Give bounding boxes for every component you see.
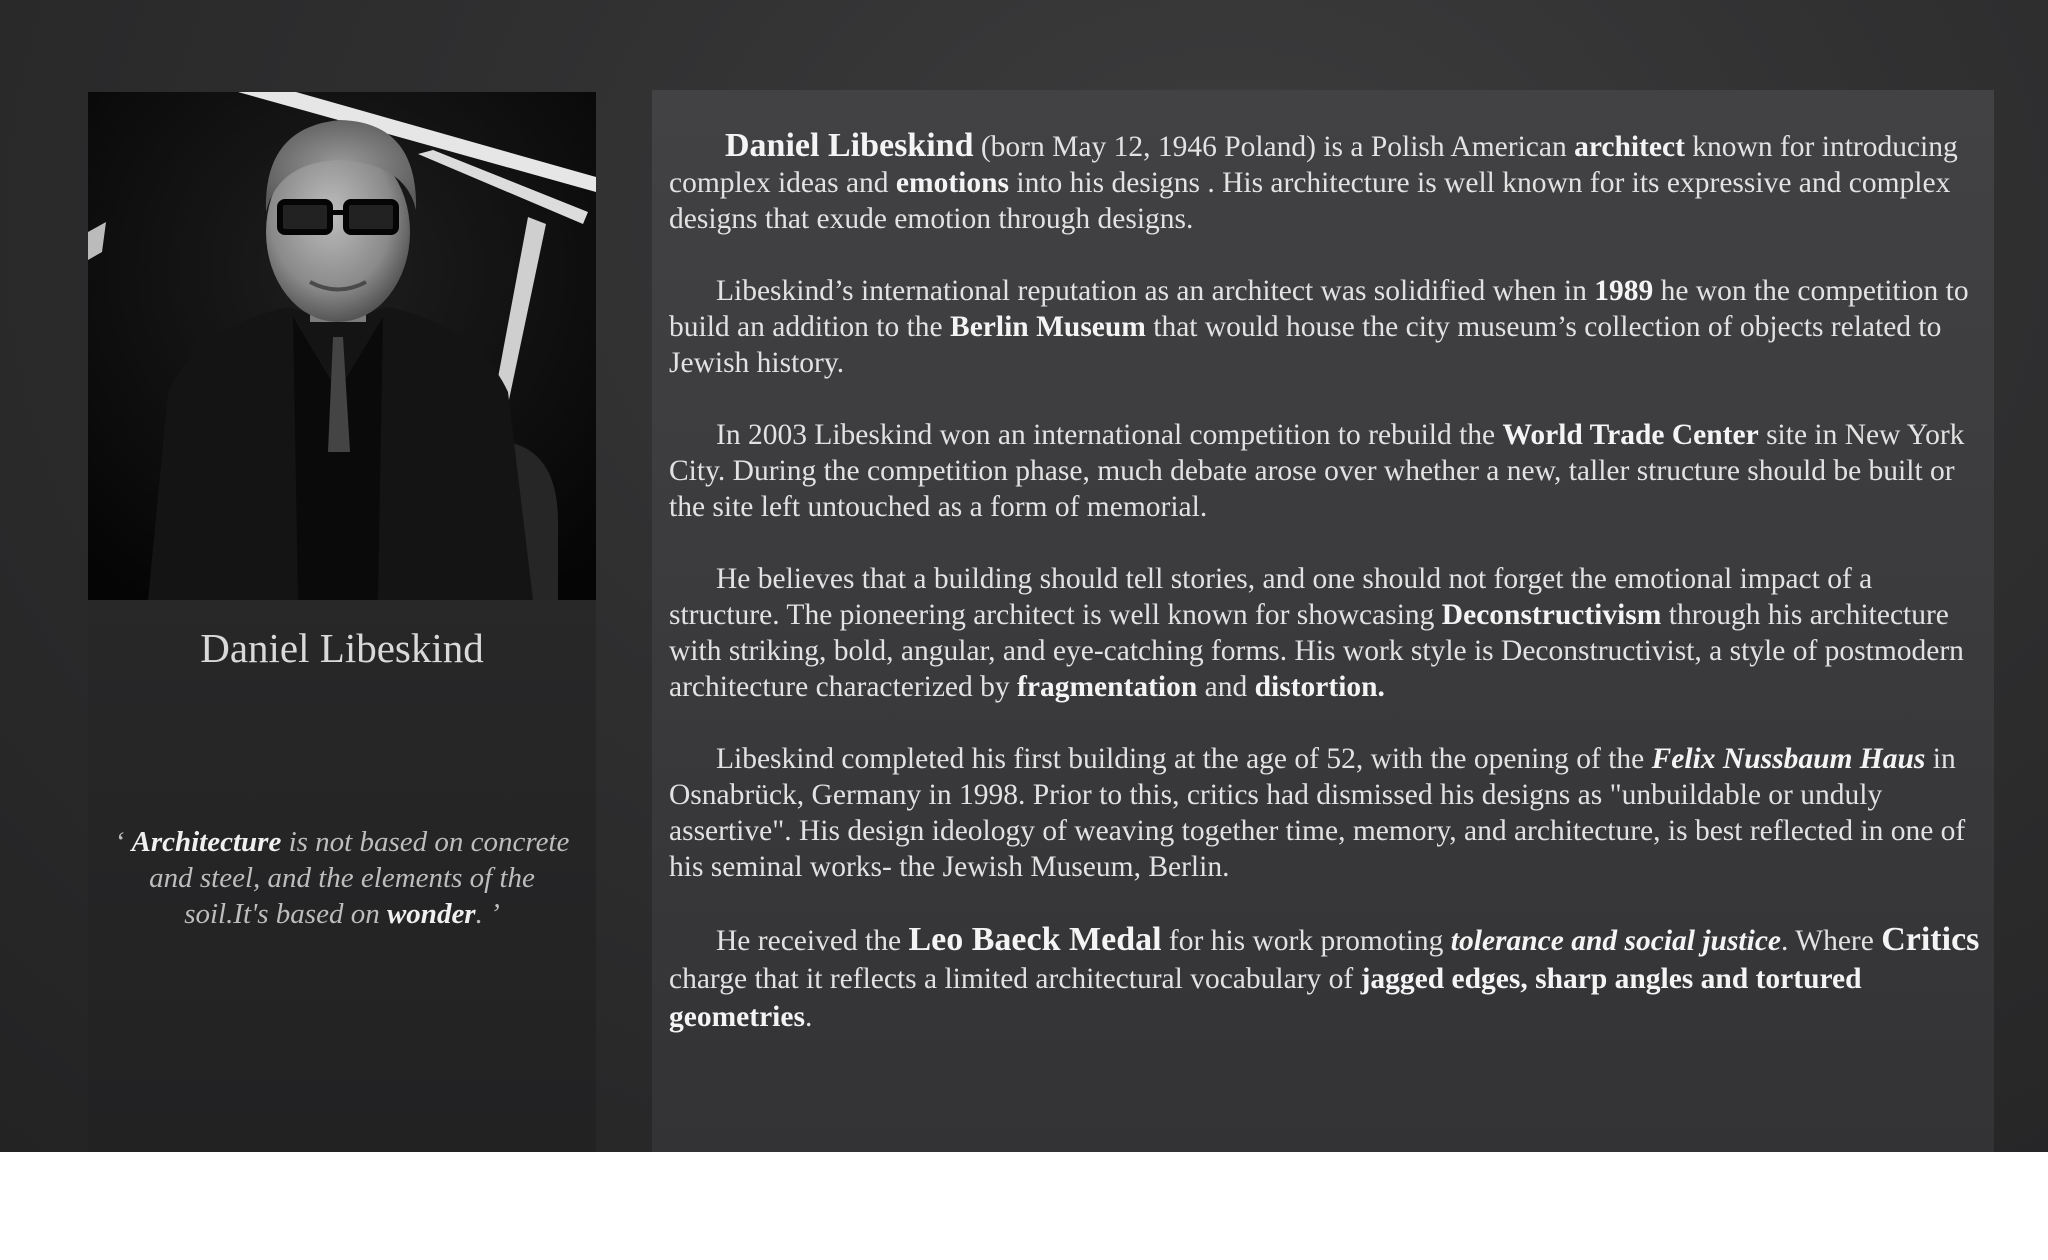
text-run: into his designs . His architecture is well known for its expressive and complex designs that exude emotion through designs. <box>669 167 1951 235</box>
paragraph-intro <box>669 128 1981 237</box>
text-run: He received the <box>716 925 909 957</box>
text-run: and <box>1197 671 1255 703</box>
quote-text: is not based on concrete and steel, and the elements of the soil.It's based on <box>149 826 570 930</box>
text-run: he won the competition to build an addition to the <box>669 275 1969 343</box>
paragraph-first-building <box>669 741 1981 885</box>
bold-run: World Trade Center <box>1502 419 1759 451</box>
bold-run: Berlin Museum <box>950 311 1146 343</box>
text-run: that would house the city museum’s collection of objects related to Jewish history. <box>669 311 1942 379</box>
quote-open: ‘ <box>114 826 132 858</box>
paragraph-award <box>669 921 1981 1036</box>
biography-text <box>669 128 1981 1072</box>
bold-run: Critics <box>1881 921 1980 958</box>
text-run: He believes that a building should tell stories, and one should not forget the emotional impact of a structure. The pioneering architect is well known for showcasing <box>669 563 1873 631</box>
text-run: (born May 12, 1946 Poland) is a Polish American <box>973 131 1575 163</box>
text-run: Libeskind completed his first building at the age of 52, with the opening of the <box>716 743 1652 775</box>
paragraph-beliefs <box>669 561 1981 705</box>
bold-run: emotions <box>895 167 1009 199</box>
text-run: site in New York City. During the competition phase, much debate arose over whether a new, taller structure should be built or the site left untouched as a form of memorial. <box>669 419 1965 523</box>
bold-italic-run: tolerance and social justice <box>1450 925 1782 957</box>
bold-run: distortion. <box>1254 671 1385 703</box>
bold-run: jagged edges, sharp angles and tortured geometries <box>669 963 1862 1033</box>
quote-close: . ’ <box>475 898 500 930</box>
bold-run: 1989 <box>1594 275 1654 307</box>
bold-run: Leo Baeck Medal <box>908 921 1162 958</box>
paragraph-reputation <box>669 273 1981 381</box>
text-run: known for introducing complex ideas and <box>669 131 1958 199</box>
text-run: Libeskind’s international reputation as an architect was solidified when in <box>716 275 1595 307</box>
quote <box>112 824 572 932</box>
bold-run: fragmentation <box>1017 671 1198 703</box>
text-run: . Where <box>1781 925 1882 957</box>
text-run: for his work promoting <box>1161 925 1451 957</box>
text-run: in Osnabrück, Germany in 1998. Prior to this, critics had dismissed his designs as "unbuildable or unduly assertive". His design ideology of weaving together time, memory, and architecture, is best reflected in one of his seminal works- the Jewish Museum, Berlin. <box>669 743 1966 883</box>
subject-name: Daniel Libeskind <box>725 127 974 164</box>
quote-word-wonder: wonder <box>386 898 476 930</box>
portrait-photo <box>88 92 596 600</box>
text-run: charge that it reflects a limited architectural vocabulary of <box>669 963 1361 995</box>
portrait-caption: Daniel Libeskind <box>200 625 484 671</box>
text-run: . <box>804 1001 813 1033</box>
quote-word-architecture: Architecture <box>131 826 282 858</box>
bold-run: Deconstructivism <box>1441 599 1662 631</box>
text-run: through his architecture with striking, bold, angular, and eye-catching forms. His work style is Deconstructivist, a style of postmodern architecture characterized by <box>669 599 1964 703</box>
text-run: In 2003 Libeskind won an international competition to rebuild the <box>716 419 1503 451</box>
paragraph-wtc <box>669 417 1981 525</box>
bold-run: architect <box>1574 131 1685 163</box>
bold-italic-run: Felix Nussbaum Haus <box>1651 743 1926 775</box>
